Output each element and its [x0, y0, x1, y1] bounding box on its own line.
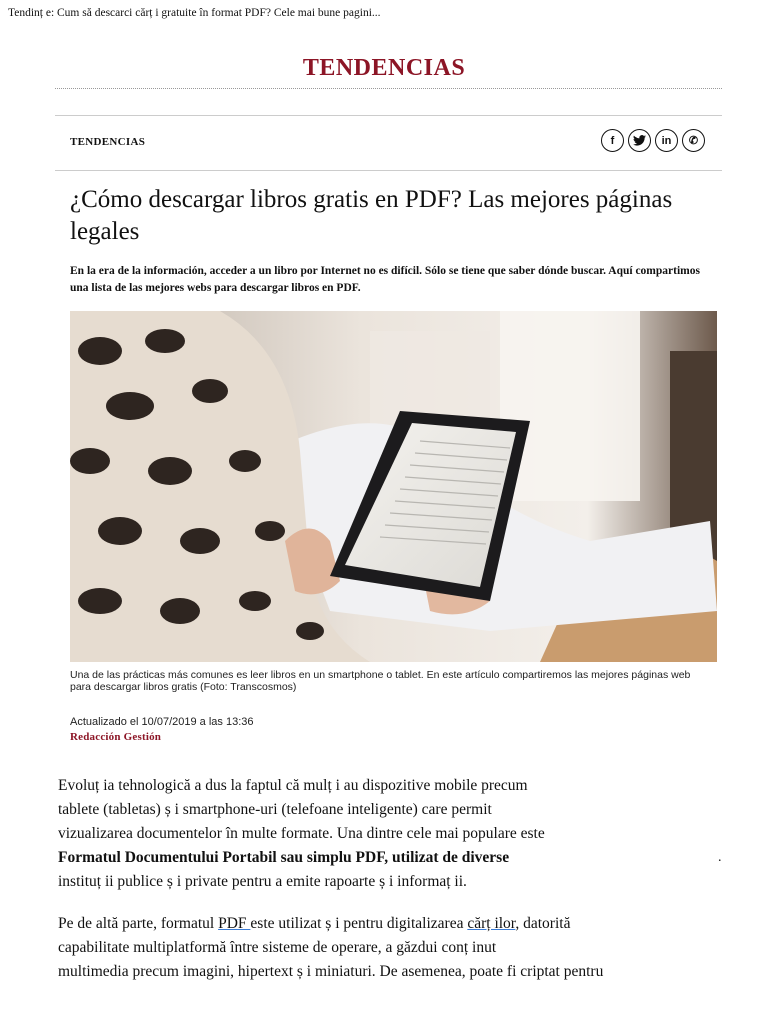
- update-timestamp: [70, 716, 254, 728]
- body-text: este utilizat ș i pentru digitalizarea: [250, 915, 468, 932]
- body-line: [58, 912, 708, 936]
- twitter-icon[interactable]: [628, 129, 651, 152]
- body-line: instituț ii publice ș i private pentru a emite rapoarte ș i informaț ii.: [58, 873, 467, 890]
- body-line: multimedia precum imagini, hipertext ș i miniaturi. De asemenea, poate fi criptat pentru: [58, 963, 604, 980]
- body-line: vizualizarea documentelor în multe formate. Una dintre cele mai populare este: [58, 825, 545, 842]
- updated-prefix: Actualizado el: [70, 716, 142, 728]
- body-line: tablete (tabletas) ș i smartphone-uri (telefoane inteligente) care permit: [58, 801, 492, 818]
- article-summary: En la era de la información, acceder a un libro por Internet no es difícil. Sólo se tiene que saber dónde buscar. Aquí compartimos una lista de las mejores webs para descargar libros en PDF.: [70, 265, 700, 294]
- pdf-link[interactable]: PDF: [218, 915, 251, 932]
- section-bar: [55, 116, 722, 170]
- article-headline: ¿Cómo descargar libros gratis en PDF? Las mejores páginas legales: [70, 186, 673, 245]
- updated-date: 10/07/2019: [141, 716, 197, 728]
- photo-caption: Una de las prácticas más comunes es leer libros en un smartphone o tablet. En este artículo compartiremos las mejores páginas web para descargar libros gratis (Foto: Transcosmos): [70, 669, 691, 693]
- body-paragraph-2: [58, 912, 708, 984]
- books-link[interactable]: cărț ilor: [467, 915, 516, 932]
- body-line: Evoluț ia tehnologică a dus la faptul că mulț i au dispozitive mobile precum: [58, 777, 528, 794]
- phone-icon[interactable]: ✆: [682, 129, 705, 152]
- linkedin-icon[interactable]: in: [655, 129, 678, 152]
- article-photo: [70, 311, 717, 662]
- stray-mark: .: [718, 850, 722, 865]
- site-logo[interactable]: TENDENCIAS: [302, 55, 466, 81]
- divider: [55, 88, 722, 89]
- divider: [55, 170, 722, 171]
- updated-mid: a las: [196, 716, 226, 728]
- body-text: Pe de altă parte, formatul: [58, 915, 219, 932]
- facebook-icon[interactable]: f: [601, 129, 624, 152]
- body-text: , datorită: [515, 915, 571, 932]
- page-title: Tendinț e: Cum să descarci cărț i gratuite în format PDF? Cele mai bune pagini...: [8, 7, 381, 19]
- author-link[interactable]: Redacción Gestión: [70, 731, 162, 743]
- body-line-bold: Formatul Documentului Portabil sau simplu PDF, utilizat de diverse: [58, 849, 510, 866]
- section-link[interactable]: TENDENCIAS: [70, 136, 146, 148]
- woman-reading-tablet-image: [70, 311, 717, 662]
- updated-time: 13:36: [225, 716, 254, 728]
- body-paragraph-1: [58, 774, 708, 894]
- share-buttons: [601, 129, 705, 152]
- body-line: capabilitate multiplatformă între sisteme de operare, a găzdui conț inut: [58, 939, 497, 956]
